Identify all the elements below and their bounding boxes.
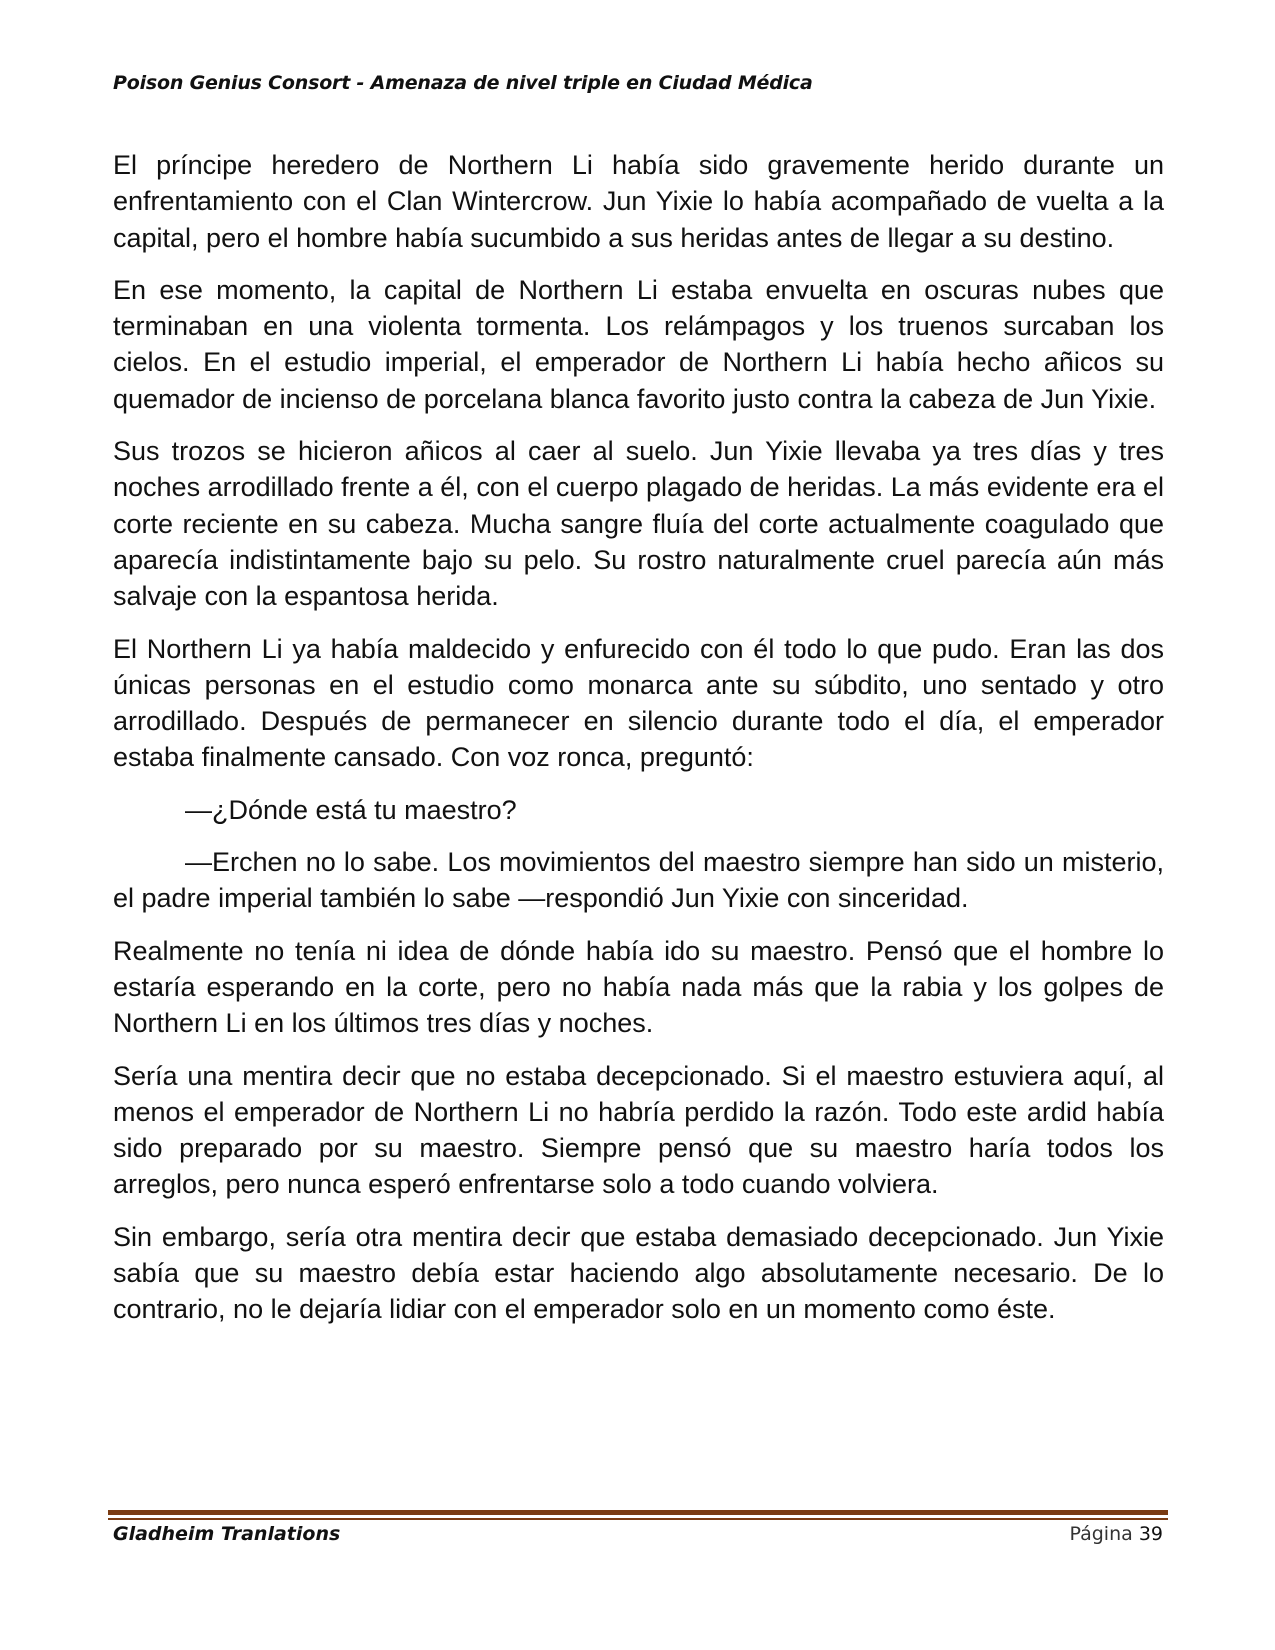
page-body — [113, 147, 1164, 1344]
paragraph: El Northern Li ya había maldecido y enfurecido con él todo lo que pudo. Eran las dos únicas personas en el estudio como monarca ante su súbdito, uno sentado y otro arrodillado. Después de permanecer en silencio durante todo el día, el emperador estaba finalmente cansado. Con voz ronca, preguntó: — [113, 633, 1164, 773]
paragraph: Realmente no tenía ni idea de dónde había ido su maestro. Pensó que el hombre lo estaría esperando en la corte, pero no había nada más que la rabia y los golpes de Northern Li en los últimos tres días y noches. — [113, 935, 1164, 1039]
paragraph: Sus trozos se hicieron añicos al caer al suelo. Jun Yixie llevaba ya tres días y tres noches arrodillado frente a él, con el cuerpo plagado de heridas. La más evidente era el corte reciente en su cabeza. Mucha sangre fluía del corte actualmente coagulado que aparecía indistintamente bajo su pelo. Su rostro naturalmente cruel parecía aún más salvaje con la espantosa herida. — [113, 436, 1164, 612]
paragraph: El príncipe heredero de Northern Li había sido gravemente herido durante un enfrentamiento con el Clan Wintercrow. Jun Yixie lo había acompañado de vuelta a la capital, pero el hombre había sucumbido a sus heridas antes de llegar a su destino. — [113, 150, 1164, 253]
page-label: Página — [1069, 1523, 1133, 1545]
paragraph: En ese momento, la capital de Northern Li estaba envuelta en oscuras nubes que terminaban en una violenta tormenta. Los relámpagos y los truenos surcaban los cielos. En el estudio imperial, el emperador de Northern Li había hecho añicos su quemador de incienso de porcelana blanca favorito justo contra la cabeza de Jun Yixie. — [113, 274, 1164, 414]
footer-divider-thick — [108, 1510, 1168, 1515]
dialogue-paragraph: —¿Dónde está tu maestro? — [185, 794, 517, 825]
page-number: 39 — [1138, 1523, 1163, 1545]
footer-translator: Gladheim Tranlations — [113, 1523, 341, 1545]
paragraph: Sin embargo, sería otra mentira decir que estaba demasiado decepcionado. Jun Yixie sabía que su maestro debía estar haciendo algo absolutamente necesario. De lo contrario, no le dejaría lidiar con el emperador solo en un momento como éste. — [113, 1221, 1164, 1325]
dialogue-paragraph: —Erchen no lo sabe. Los movimientos del maestro siempre han sido un misterio, el padre imperial también lo sabe —respondió Jun Yixie con sinceridad. — [113, 847, 1164, 914]
paragraph: Sería una mentira decir que no estaba decepcionado. Si el maestro estuviera aquí, al menos el emperador de Northern Li no habría perdido la razón. Todo este ardid había sido preparado por su maestro. Siempre pensó que su maestro haría todos los arreglos, pero nunca esperó enfrentarse solo a todo cuando volviera. — [113, 1060, 1164, 1200]
footer-divider-thin — [108, 1518, 1168, 1520]
footer-page-indicator — [1069, 1523, 1163, 1545]
page-header-title: Poison Genius Consort - Amenaza de nivel triple en Ciudad Médica — [113, 72, 813, 94]
